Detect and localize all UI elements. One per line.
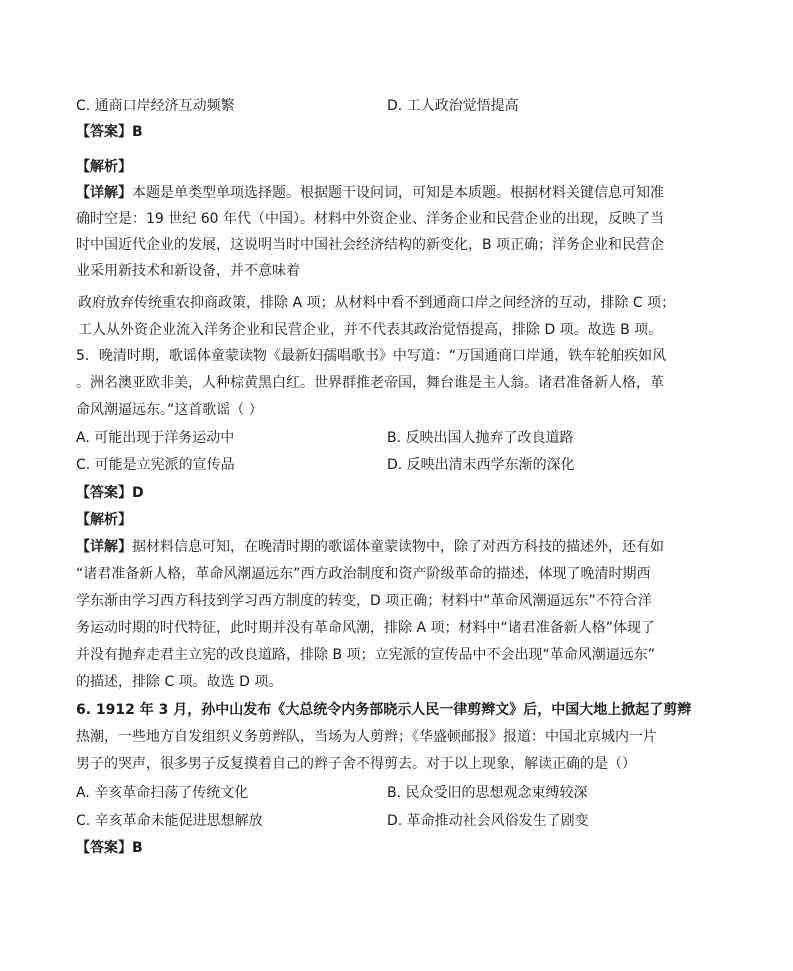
- q5-stem-line: 命风潮逼远东。”这首歌谣（ ）: [76, 402, 263, 418]
- answer-value: D: [132, 485, 144, 501]
- answer-label: 【答案】: [76, 124, 132, 140]
- q6-stem-line: 男子的哭声，很多男子反复摸着自己的辫子舍不得剪去。对于以上现象，解读正确的是（）: [76, 756, 636, 772]
- detail-text: 据材料信息可知，在晚清时期的歌谣体童蒙读物中，除了对西方科技的描述外，还有如: [132, 539, 664, 555]
- q5-detail-line: 并没有抛弃走君主立宪的改良道路，排除 B 项；立宪派的宣传品中不会出现“革命风潮逼远东”: [76, 647, 656, 663]
- q5-detail-line: [76, 537, 664, 557]
- q5-option-d: D. 反映出清末西学东渐的深化: [387, 457, 575, 473]
- q6-stem-line: 6. 1912 年 3 月，孙中山发布《大总统令内务部晓示人民一律剪辫文》后，中国大地上掀起了剪辫: [76, 702, 692, 718]
- q5-detail-line: 的描述，排除 C 项。故选 D 项。: [76, 674, 283, 690]
- answer-label: 【答案】: [76, 485, 132, 501]
- q5-option-a: A. 可能出现于洋务运动中: [76, 430, 235, 446]
- q5-detail-line: 学东渐由学习西方科技到学习西方制度的转变，D 项正确；材料中“革命风潮逼远东”不符合洋: [76, 593, 652, 609]
- q5-answer: [76, 483, 144, 503]
- q4-detail-line: [76, 183, 664, 203]
- q6-option-a: A. 辛亥革命扫荡了传统文化: [76, 785, 249, 801]
- q4-detail-line: 时中国近代企业的发展，这说明当时中国社会经济结构的新变化，B 项正确；洋务企业和民营企: [76, 237, 665, 253]
- answer-value: B: [132, 840, 143, 856]
- q4-detail-line: 业采用新技术和新设备，并不意味着: [76, 263, 300, 279]
- q5-stem-line: 。洲名澳亚欧非美，人种棕黄黑白红。世界群推老帝国，舞台谁是主人翁。诸君准备新人格，革: [76, 375, 664, 391]
- detail-label: 【详解】: [76, 185, 132, 201]
- q4-answer: [76, 122, 143, 142]
- q4-analysis-label: 【解析】: [76, 159, 132, 175]
- detail-text: 本题是单类型单项选择题。根据题干设问词，可知是本质题。根据材料关键信息可知准: [132, 185, 664, 201]
- q4-detail-line: 确时空是：19 世纪 60 年代（中国）。材料中外资企业、洋务企业和民营企业的出现，反映了当: [76, 211, 664, 227]
- q5-stem-line: 5．晚清时期，歌谣体童蒙读物《最新妇孺唱歌书》中写道：“万国通商口岸通，铁车轮舶疾如风: [76, 348, 667, 364]
- answer-label: 【答案】: [76, 840, 132, 856]
- detail-label: 【详解】: [76, 539, 132, 555]
- q4-detail-line: 工人从外资企业流入洋务企业和民营企业，并不代表其政治觉悟提高，排除 D 项。故选 B 项。: [78, 322, 663, 338]
- q6-stem-line: 热潮，一些地方自发组织义务剪辫队，当场为人剪辫；《华盛顿邮报》报道：中国北京城内一片: [76, 729, 657, 745]
- answer-value: B: [132, 124, 143, 140]
- q4-option-c: C. 通商口岸经济互动频繁: [76, 98, 235, 114]
- q5-detail-line: 务运动时期的时代特征，此时期并没有革命风潮，排除 A 项；材料中“诸君准备新人格”体现了: [76, 620, 655, 636]
- q6-option-d: D. 革命推动社会风俗发生了剧变: [387, 813, 589, 829]
- q6-option-c: C. 辛亥革命未能促进思想解放: [76, 813, 263, 829]
- q4-option-d: D. 工人政治觉悟提高: [387, 98, 519, 114]
- q5-detail-line: “诸君准备新人格，革命风潮逼远东”西方政治制度和资产阶级革命的描述，体现了晚清时期西: [76, 566, 651, 582]
- q5-analysis-label: 【解析】: [76, 512, 132, 528]
- q5-option-c: C. 可能是立宪派的宣传品: [76, 457, 235, 473]
- q4-detail-line: 政府放弃传统重农抑商政策，排除 A 项；从材料中看不到通商口岸之间经济的互动，排除 C 项；: [78, 295, 676, 311]
- q6-option-b: B. 民众受旧的思想观念束缚较深: [387, 785, 588, 801]
- q6-answer: [76, 838, 143, 858]
- q5-option-b: B. 反映出国人抛弃了改良道路: [387, 430, 574, 446]
